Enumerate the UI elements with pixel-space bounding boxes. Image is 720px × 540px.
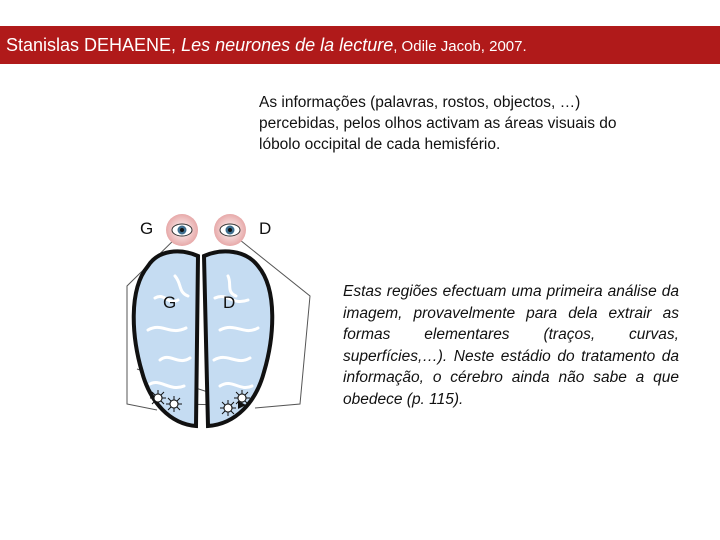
top-paragraph: As informações (palavras, rostos, objectos, …) percebidas, pelos olhos activam as áreas visuais do lóbolo occipital de cada hemisfério. <box>259 94 617 153</box>
side-paragraph: Estas regiões efectuam uma primeira análise da imagem, provavelmente para dela extrair as formas elementares (traços, curvas, superfícies,…). Neste estádio do tratamento da informação, o cérebro ainda não sabe a que obedece (p. 115). <box>343 283 679 408</box>
right-eye-icon <box>214 214 246 246</box>
left-eye-icon <box>166 214 198 246</box>
left-hemisphere <box>134 251 198 426</box>
label-left-eye: G <box>140 219 154 238</box>
title-publisher: , Odile Jacob, 2007. <box>393 38 527 55</box>
label-right-hemisphere: D <box>223 293 236 312</box>
label-left-hemisphere: G <box>163 293 177 312</box>
title-author: Stanislas DEHAENE, <box>6 35 182 55</box>
title-book: Les neurones de la lecture <box>181 35 394 55</box>
label-right-eye: D <box>259 219 272 238</box>
